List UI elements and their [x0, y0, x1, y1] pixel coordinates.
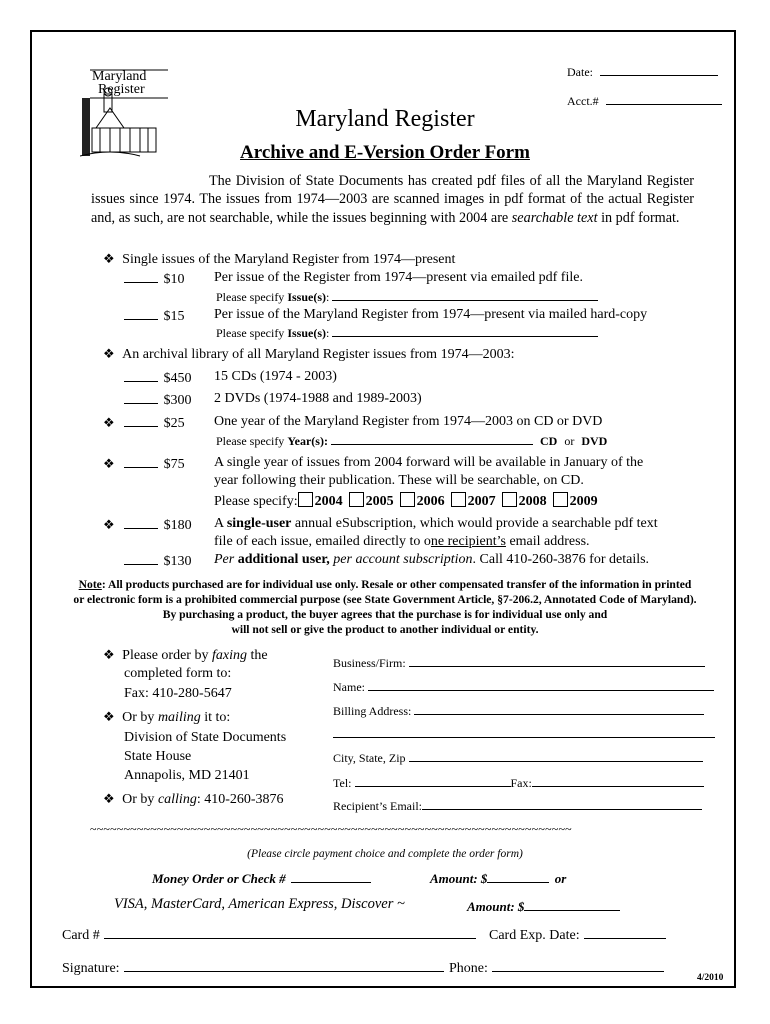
year-2004-desc2: year following their publication. These will be searchable, on CD. — [214, 473, 584, 488]
archival-300-option[interactable]: $300 — [124, 391, 192, 409]
tel-fax-field[interactable]: Tel: Fax: — [333, 774, 704, 791]
esub-130-option[interactable]: $130 — [124, 552, 192, 570]
note-line1: Note: All products purchased are for individual use only. Resale or other compensated transfer of the information in printed — [78, 578, 692, 591]
esub-180-option[interactable]: ❖ $180 — [103, 517, 192, 533]
order-fax: ❖ Please order by faxing the — [103, 647, 268, 663]
acct-field[interactable]: Acct.# — [567, 92, 722, 109]
logo-line1: Maryland — [92, 69, 147, 84]
business-field[interactable]: Business/Firm: — [333, 654, 705, 671]
diamond-bullet-icon: ❖ — [103, 456, 115, 471]
note-line3: By purchasing a product, the buyer agrees that the purchase is for individual use only and — [162, 608, 608, 621]
payment-instruction: (Please circle payment choice and complete the order form) — [247, 848, 523, 860]
checkbox-2006[interactable] — [400, 492, 415, 507]
billing-address-line2[interactable] — [333, 737, 715, 738]
amount1-field[interactable]: Amount: $ or — [430, 871, 567, 886]
logo-line2: Register — [98, 82, 145, 97]
money-order-field[interactable]: Money Order or Check # — [152, 870, 371, 887]
card-number-field[interactable]: Card # — [62, 926, 476, 944]
address-line3: Annapolis, MD 21401 — [124, 768, 250, 783]
card-exp-field[interactable]: Card Exp. Date: — [489, 926, 666, 944]
phone-field[interactable]: Phone: — [449, 959, 664, 977]
order-fax-line2: completed form to: — [124, 666, 232, 681]
diamond-bullet-icon: ❖ — [103, 517, 115, 532]
archival-heading: ❖ An archival library of all Maryland Register issues from 1974—2003: — [103, 346, 515, 362]
esub-desc3: Per additional user, per account subscription. Call 410-260-3876 for details. — [214, 552, 650, 567]
note-line2: or electronic form is a prohibited commercial purpose (see State Government Article, §7-206.2, Annotated Code of Maryland). — [73, 593, 697, 606]
billing-address-field[interactable]: Billing Address: — [333, 702, 704, 719]
intro-paragraph: The Division of State Documents has created pdf files of all the Maryland Register issues since 1974. The issues from 1974—2003 are scanned images in pdf format of the actual Register and, as such, are not searchable, while the issues beginning with 2004 are searchable text in pdf format. — [91, 173, 694, 226]
diamond-bullet-icon: ❖ — [103, 346, 115, 361]
year-cd-desc: One year of the Maryland Register from 1974—2003 on CD or DVD — [214, 414, 603, 429]
single-issue-10-desc: Per issue of the Register from 1974—present via emailed pdf file. — [214, 270, 583, 285]
checkbox-2005[interactable] — [349, 492, 364, 507]
diamond-bullet-icon: ❖ — [103, 251, 115, 266]
year-cd-specify[interactable]: Please specify Year(s): CD or DVD — [216, 434, 608, 448]
single-issue-15-desc: Per issue of the Maryland Register from 1974—present via mailed hard-copy — [214, 307, 648, 322]
recipient-email-field[interactable]: Recipient’s Email: — [333, 797, 702, 814]
esub-desc2: file of each issue, emailed directly to one recipient’s email address. — [214, 534, 590, 549]
name-field[interactable]: Name: — [333, 678, 714, 695]
signature-field[interactable]: Signature: — [62, 959, 444, 977]
checkbox-2008[interactable] — [502, 492, 517, 507]
year-cd-option[interactable]: ❖ $25 — [103, 415, 185, 431]
diamond-bullet-icon: ❖ — [103, 709, 115, 724]
form-subtitle: Archive and E-Version Order Form — [240, 142, 530, 163]
archival-450-option[interactable]: $450 — [124, 369, 192, 387]
diamond-bullet-icon: ❖ — [103, 415, 115, 430]
order-fax-number: Fax: 410-280-5647 — [124, 686, 232, 701]
year-checkboxes: Please specify: 2004 2005 2006 2007 2008 2009 — [214, 494, 598, 509]
year-2004-option[interactable]: ❖ $75 — [103, 456, 185, 472]
archival-300-desc: 2 DVDs (1974-1988 and 1989-2003) — [214, 391, 422, 406]
amount2-field[interactable]: Amount: $ — [467, 898, 620, 915]
single-issue-10-specify[interactable]: Please specify Issue(s): — [216, 288, 598, 305]
checkbox-2009[interactable] — [553, 492, 568, 507]
single-issue-15-specify[interactable]: Please specify Issue(s): — [216, 324, 598, 341]
esub-desc1: A single-user annual eSubscription, which would provide a searchable pdf text — [214, 516, 658, 531]
tilde-divider: ~~~~~~~~~~~~~~~~~~~~~~~~~~~~~~~~~~~~~~~~~~~~~~~~~~~~~~~~~~~~~~~~~~~~~~~~ — [90, 822, 572, 836]
diamond-bullet-icon: ❖ — [103, 791, 115, 806]
order-call: ❖ Or by calling: 410-260-3876 — [103, 791, 284, 807]
archival-450-desc: 15 CDs (1974 - 2003) — [214, 369, 337, 384]
single-issues-heading: ❖ Single issues of the Maryland Register from 1974—present — [103, 251, 456, 267]
diamond-bullet-icon: ❖ — [103, 647, 115, 662]
page-title: Maryland Register — [295, 106, 475, 132]
single-issue-10-option[interactable]: $10 — [124, 270, 185, 288]
card-types: VISA, MasterCard, American Express, Discover ~ — [114, 896, 405, 912]
address-line2: State House — [124, 749, 192, 764]
revision-date: 4/2010 — [697, 973, 724, 983]
checkbox-2004[interactable] — [298, 492, 313, 507]
single-issue-15-option[interactable]: $15 — [124, 307, 185, 325]
note-line4: will not sell or give the product to another individual or entity. — [231, 623, 539, 636]
order-mail: ❖ Or by mailing it to: — [103, 709, 231, 725]
date-field[interactable]: Date: — [567, 63, 718, 80]
address-line1: Division of State Documents — [124, 730, 287, 745]
checkbox-2007[interactable] — [451, 492, 466, 507]
city-state-zip-field[interactable]: City, State, Zip — [333, 749, 703, 766]
year-2004-desc1: A single year of issues from 2004 forward will be available in January of the — [214, 455, 644, 470]
